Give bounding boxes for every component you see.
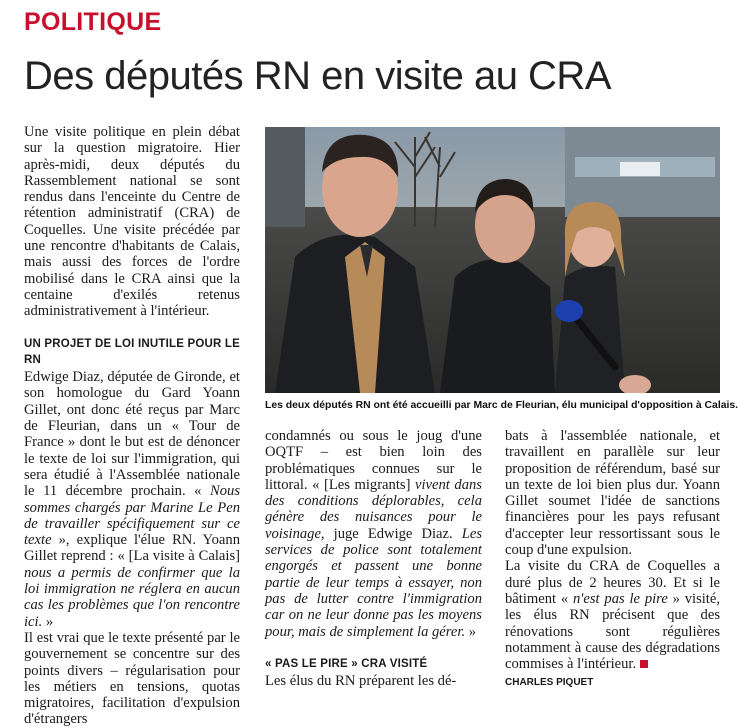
article-photo (265, 127, 720, 393)
article-headline: Des députés RN en visite au CRA (24, 54, 611, 98)
quote-text: Nous sommes chargés par Marine Le Pen de travailler spécifiquement sur ce texte (24, 483, 240, 549)
quote-text: nous a permis de confirmer que la loi immigration ne réglera en aucun cas les problèmes que l'on rencontre ici. (24, 564, 240, 630)
article-subhead-1: UN PROJET DE LOI INUTILE POUR LE RN (24, 337, 240, 366)
paragraph-text: » visité, les élus RN précisent que des rénovations sont régulières notamment à cause des dégradations commises à l'intérieur. (505, 590, 720, 673)
article-paragraph (265, 428, 482, 640)
quote-text: n'est pas le pire (568, 590, 668, 607)
photo-caption: Les deux députés RN ont été accueilli par Marc de Fleurian, élu municipal d'opposition à Calais. (265, 400, 739, 411)
paragraph-text: », explique l'élue RN. Yoann Gillet reprend : « [La visite à Calais] (24, 532, 240, 565)
quote-text: Les services de police sont totalement engorgés et passent une bonne partie de leur temps à essayer, non pas de lutter contre l'immigration car on ne leur donne pas les moyens pour, mais de simplement la gérer. (265, 525, 482, 640)
paragraph-text: juge Edwige Diaz. (324, 525, 453, 542)
paragraph-text: » (42, 613, 54, 630)
article-column-1 (24, 124, 240, 728)
article-column-2 (265, 428, 482, 689)
article-paragraph: Il est vrai que le texte présenté par le gouvernement se concentre sur des points divers – régularisation pour les métiers en tensions, quotas migratoires, facilitation d'expulsion d'étrangers (24, 629, 240, 728)
article-subhead-2: « PAS LE PIRE » CRA VISITÉ (265, 657, 428, 670)
article-paragraph (24, 369, 240, 630)
paragraph-text: La visite du CRA de Coquelles a duré plus de 2 heures 30. Et si le bâtiment « (505, 558, 720, 607)
paragraph-text: » (465, 623, 477, 640)
paragraph-text: Edwige Diaz, députée de Gironde, et son homologue du Gard Yoann Gillet, ont donc été reçus par Marc de Fleurian, dans un « Tour de France » dont le but est de dénoncer le texte de loi sur l'immigration, qui sera étudié à l'Assemblée nationale le 11 décembre prochain. « (24, 369, 240, 500)
article-paragraph: Les élus du RN préparent les dé- (265, 673, 457, 690)
article-paragraph: bats à l'assemblée nationale, et travaillent en parallèle sur leur proposition de référendum, basé sur un texte de loi bien plus dur. Yoann Gillet soumet l'idée de sanctions financières pour les pays refusant d'accepter leur ressortissant sous le coup d'une expulsion. (505, 428, 720, 559)
end-of-article-mark (640, 660, 648, 668)
paragraph-text: condamnés ou sous le joug d'une OQTF – est bien loin des problématiques connues sur le littoral. « [Les migrants] (265, 428, 482, 493)
article-intro: Une visite politique en plein débat sur la question migratoire. Hier après-midi, deux députés du Rassemblement national se sont rendus dans l'enceinte du Centre de rétention administratif (CRA) de Coquelles. Une visite précédée par une rencontre d'habitants de Calais, mais aussi des forces de l'ordre mobilisé dans le CRA ainsi que la centaine d'exilés retenus administrativement à l'intérieur. (24, 124, 240, 320)
quote-text: vivent dans des conditions déplorables, cela génère des nuisances pour le voisinage, (265, 476, 482, 542)
article-column-3 (505, 428, 720, 692)
photo-illustration (265, 127, 720, 393)
article-byline: CHARLES PIQUET (505, 677, 594, 689)
section-rubric: POLITIQUE (24, 8, 162, 36)
article-paragraph (505, 558, 720, 672)
